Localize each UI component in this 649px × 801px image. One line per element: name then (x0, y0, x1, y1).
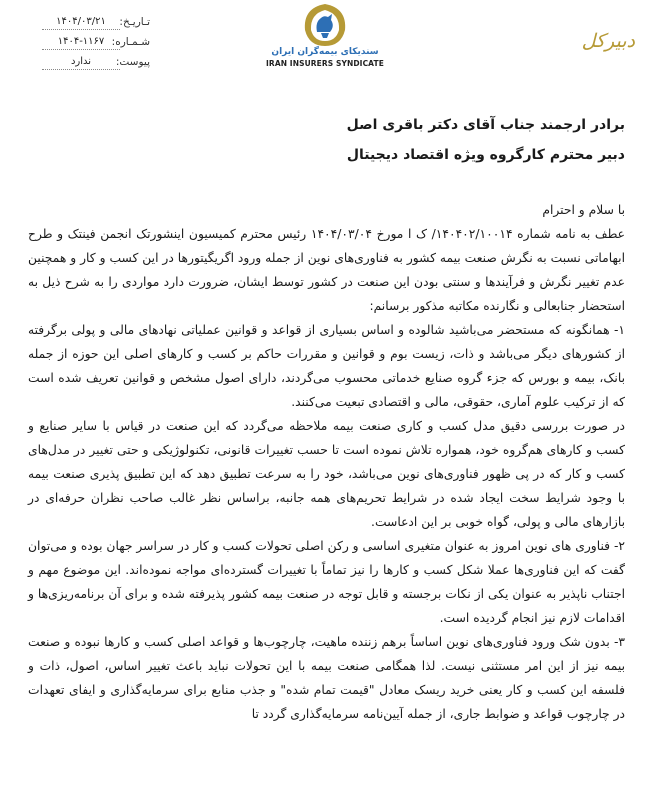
number-label: شـمـاره: (111, 36, 150, 48)
syndicate-logo (262, 0, 388, 74)
date-label: تـاریـخ: (119, 16, 150, 28)
date-value: ۱۴۰۴/۰۳/۲۱ (42, 16, 120, 30)
logo-text-fa: سندیکای بیمه‌گران ایران (271, 47, 379, 57)
paragraph-point-3: ۳- بدون شک ورود فناوری‌های نوین اساساً برهم زننده ماهیت، چارچوب‌ها و قواعد اصلی کسب و کارها نبوده و صنعت بیمه نیز از این امر مستثنی نیست. لذا همگامی صنعت بیمه با این تحولات نباید باعث تغییر اساس، اصول، ذات و فلسفه این کسب و کار یعنی خرید ریسک معادل "قیمت تمام شده" و جذب منابع برای سرمایه‌گذاری و ایفای تعهدات در چارچوب قواعد و ضوابط جاری، از جمله آیین‌نامه سرمایه‌گذاری گردد تا (28, 635, 625, 721)
attachment-value: ندارد (42, 56, 120, 70)
number-row (42, 36, 150, 54)
addressee-line-2: دبیر محترم کارگروه ویژه اقتصاد دیجیتال (346, 147, 625, 163)
letter-body (28, 110, 625, 726)
paragraph-point-1: ۱- همانگونه که مستحضر می‌باشید شالوده و اساس بسیاری از قواعد و قوانین عملیاتی نهادهای مالی و پولی برگرفته از کشورهای دیگر می‌باشد و ذات، زیست بوم و قوانین و مقررات حاکم بر کسب و کارهای اصلی این حوزه از جمله بانک، بیمه و بورس که جزء گروه صنایع خدماتی محسوب می‌گردند، دارای اصول مشخص و قوانین تعریف شده است که از ترکیب علوم آماری، حقوقی، مالی و اقتصادی تبعیت می‌کنند. (28, 323, 625, 409)
secretariat-mark: دبیرکل (581, 30, 635, 52)
paragraph-point-2: ۲- فناوری های نوین امروز به عنوان متغیری اساسی و رکن اصلی تحولات کسب و کار در سراسر جهان بوده و می‌توان گفت که این فناوری‌ها عملا شکل کسب و کارها را نیز تماماً با تغییرات گسترده‌ای مواجه نموده‌اند. این موضوع مهم و اجتناب ناپذیر به عنوان یکی از نکات برجسته و قابل توجه در صنعت بیمه کشور پذیرفته شده و برای آن برنامه‌ریزی‌ها و اقدامات لازم نیز انجام گردیده است. (28, 539, 625, 625)
logo-text-en: IRAN INSURERS SYNDICATE (266, 59, 384, 68)
syndicate-emblem-icon (297, 0, 353, 48)
addressee-line-1: برادر ارجمند جناب آقای دکتر باقری اصل (346, 117, 625, 133)
greeting: با سلام و احترام (542, 203, 625, 217)
number-value: ۱۴۰۴-۱۱۶۷ (42, 36, 120, 50)
paragraph-reference: عطف به نامه شماره ۱۴۰۴۰۲/۱۰۰۱۴/ ک ا مورخ ۱۴۰۴/۰۳/۰۴ رئیس محترم کمیسیون اینشورتک انجمن فینتک و طرح ابهاماتی نسبت به نگرش صنعت بیمه کشور به فناوری‌های نوین از جمله ورود اگریگیتورها در این کسب و کار و همچنین عدم تغییر نگرش و فرآیندها و سنتی بودن این صنعت در کشور توسط ایشان، ضرورت دارد مواردی را به شرح ذیل به استحضار جنابعالی و نگارنده مکاتبه مذکور برسانم: (28, 227, 625, 313)
paragraph-point-1-continued: در صورت بررسی دقیق مدل کسب و کاری صنعت بیمه ملاحظه می‌گردد که این صنعت در قیاس با سایر صنایع و کسب و کارهای هم‌گروه خود، همواره تلاش نموده است تا حسب تغییرات قانونی، تکنولوژیکی و حتی تغییر در مدل‌های کسب و کار که در پی ظهور فناوری‌های نوین می‌باشد، خود را به سرعت تطبیق دهد که این تطبیق پذیری صنعت بیمه با وجود شرایط سخت ایجاد شده در شرایط تحریم‌های همه جانبه، براساس نظر غالب صاحب نظران حرفه‌ای در بازارهای مالی و پولی، گواه خوبی بر این ادعاست. (28, 419, 625, 529)
date-row (42, 16, 150, 34)
attachment-label: پیوست: (115, 56, 150, 68)
reference-block (42, 16, 150, 76)
attachment-row (42, 56, 150, 74)
